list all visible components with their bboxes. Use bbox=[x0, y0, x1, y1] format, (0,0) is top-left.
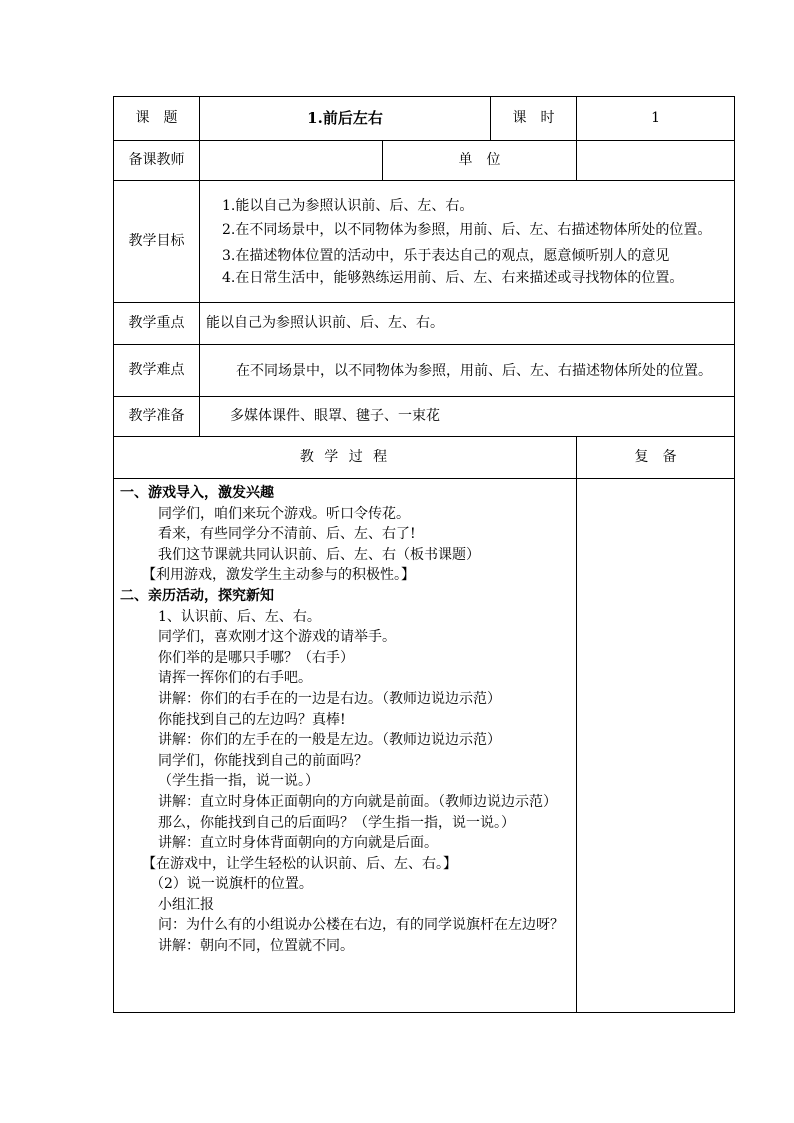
process-line: （2）说一说旗杆的位置。 bbox=[150, 876, 313, 893]
row-difficulty bbox=[114, 345, 735, 397]
difficulty-label: 教学难点 bbox=[114, 345, 200, 397]
process-lines bbox=[120, 483, 570, 957]
goal-item: 3.在描述物体位置的活动中，乐于表达自己的观点，愿意倾听别人的意见 bbox=[222, 247, 670, 264]
process-line: 同学们，你能找到自己的前面吗？ bbox=[158, 752, 368, 769]
row-goals bbox=[114, 181, 735, 303]
topic-label: 课 题 bbox=[114, 97, 200, 141]
goal-item: 1.能以自己为参照认识前、后、左、右。 bbox=[222, 197, 474, 214]
process-line: 小组汇报 bbox=[158, 896, 214, 913]
prep-label: 复 备 bbox=[577, 437, 735, 479]
row-process-body bbox=[114, 479, 735, 1013]
goals-list bbox=[200, 181, 735, 303]
goal-item: 2.在不同场景中，以不同物体为参照，用前、后、左、右描述物体所处的位置。 bbox=[222, 221, 712, 238]
prep-notes bbox=[577, 479, 735, 1013]
key-point-label: 教学重点 bbox=[114, 303, 200, 345]
process-line: （学生指一指，说一说。） bbox=[158, 773, 319, 790]
process-line: 我们这节课就共同认识前、后、左、右（板书课题） bbox=[158, 546, 480, 563]
process-line: 1、认识前、后、左、右。 bbox=[158, 608, 321, 625]
process-line: 【在游戏中，让学生轻松的认识前、后、左、右。】 bbox=[142, 855, 457, 872]
process-line: 问：为什么有的小组说办公楼在右边，有的同学说旗杆在左边呀？ bbox=[158, 917, 564, 934]
process-line: 讲解：你们的右手在的一边是右边。（教师边说边示范） bbox=[158, 690, 501, 707]
section-heading: 二、亲历活动，探究新知 bbox=[120, 587, 274, 604]
row-preparation bbox=[114, 397, 735, 437]
unit-label: 单 位 bbox=[383, 141, 577, 181]
goal-item: 4.在日常生活中，能够熟练运用前、后、左、右来描述或寻找物体的位置。 bbox=[222, 269, 684, 286]
process-line: 那么，你能找到自己的后面吗？（学生指一指，说一说。） bbox=[158, 814, 515, 831]
process-line: 【利用游戏，激发学生主动参与的积极性。】 bbox=[142, 567, 415, 584]
row-process-header bbox=[114, 437, 735, 479]
lesson-plan-table bbox=[113, 96, 735, 1013]
process-line: 同学们，喜欢刚才这个游戏的请举手。 bbox=[158, 629, 396, 646]
teacher-label: 备课教师 bbox=[114, 141, 200, 181]
key-point-text: 能以自己为参照认识前、后、左、右。 bbox=[200, 303, 735, 345]
difficulty-text: 在不同场景中，以不同物体为参照，用前、后、左、右描述物体所处的位置。 bbox=[200, 345, 735, 397]
unit-value bbox=[577, 141, 735, 181]
goals-label: 教学目标 bbox=[114, 181, 200, 303]
process-line: 讲解：朝向不同，位置就不同。 bbox=[158, 938, 354, 955]
period-value: 1 bbox=[577, 97, 735, 141]
process-line: 你们举的是哪只手哪？（右手） bbox=[158, 649, 354, 666]
process-line: 同学们，咱们来玩个游戏。听口令传花。 bbox=[158, 505, 410, 522]
topic-value: 1.前后左右 bbox=[200, 97, 491, 141]
process-line: 讲解：你们的左手在的一般是左边。（教师边说边示范） bbox=[158, 732, 501, 749]
process-content bbox=[114, 479, 577, 1013]
period-label: 课 时 bbox=[491, 97, 577, 141]
row-key-point bbox=[114, 303, 735, 345]
preparation-text: 多媒体课件、眼罩、毽子、一束花 bbox=[200, 397, 735, 437]
process-line: 你能找到自己的左边吗？真棒! bbox=[158, 711, 346, 728]
process-line: 讲解：直立时身体正面朝向的方向就是前面。（教师边说边示范） bbox=[158, 793, 557, 810]
process-line: 请挥一挥你们的右手吧。 bbox=[158, 670, 312, 687]
process-line: 讲解：直立时身体背面朝向的方向就是后面。 bbox=[158, 835, 438, 852]
row-topic bbox=[114, 97, 735, 141]
teacher-value bbox=[200, 141, 383, 181]
row-teacher bbox=[114, 141, 735, 181]
process-label: 教 学 过 程 bbox=[114, 437, 577, 479]
preparation-label: 教学准备 bbox=[114, 397, 200, 437]
process-line: 看来，有些同学分不清前、后、左、右了! bbox=[158, 526, 416, 543]
section-heading: 一、游戏导入，激发兴趣 bbox=[120, 485, 274, 501]
